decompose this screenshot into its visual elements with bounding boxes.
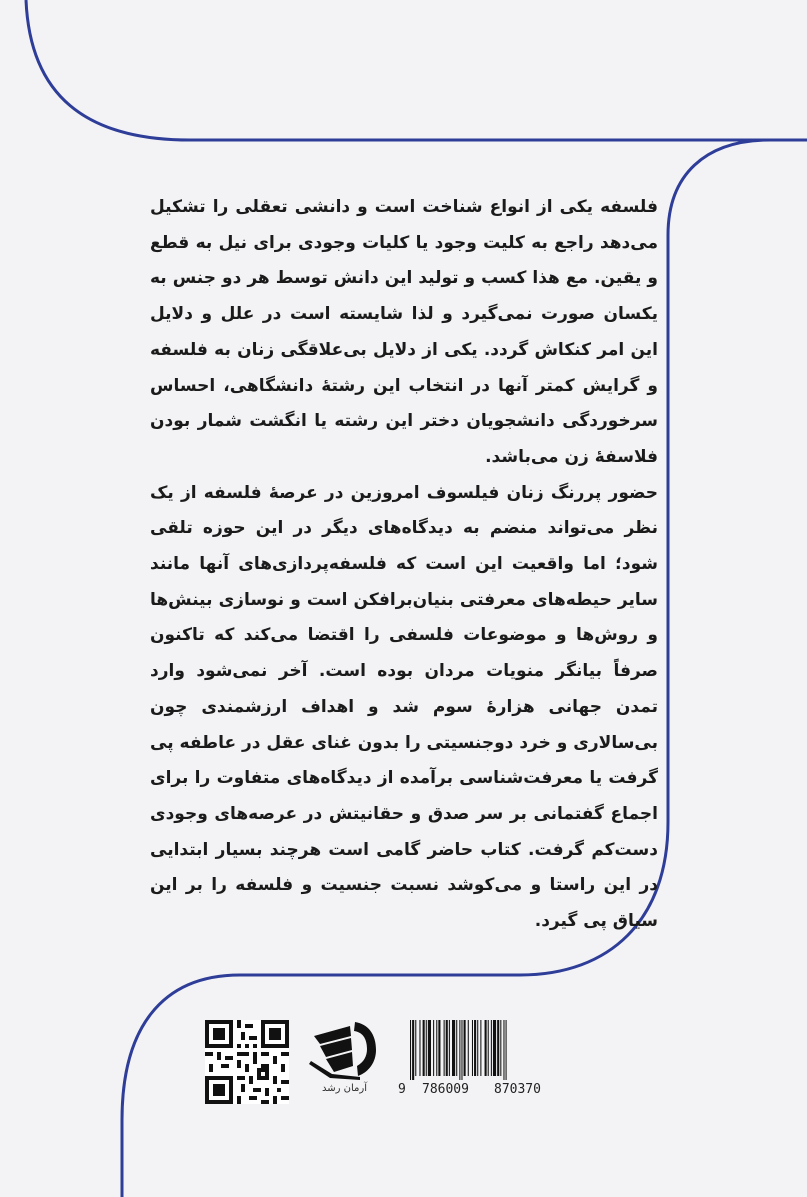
blurb-paragraph-1: فلسفه یکی از انواع شناخت است و دانشی تعقلی را تشکیل می‌دهد راجع به کلیت وجود یا کلیات وجودی برای نیل به قطع و یقین. مع هذا کسب و تولید این دانش توسط هر دو جنس به یکسان صورت نمی‌گیرد و لذا شایسته است در علل و دلایل این امر کنکاش گردد. یکی از دلایل بی‌علاقگی زنان به فلسفه و گرایش کمتر آنها در انتخاب این رشتهٔ دانشگاهی، احساس سرخوردگی دانشجویان دختر این رشته یا انگشت شمار بودن فلاسفهٔ زن می‌باشد. [150, 197, 658, 467]
barcode-bar [468, 1020, 469, 1076]
top-frame-curve [26, 0, 807, 140]
barcode-bar [438, 1020, 440, 1076]
isbn-barcode [396, 1020, 566, 1102]
isbn-group-1: 786009 [422, 1082, 469, 1097]
barcode-bar [452, 1020, 455, 1076]
isbn-group-2: 870370 [494, 1082, 541, 1097]
barcode-bar [497, 1020, 499, 1076]
barcode-bar [433, 1020, 434, 1076]
barcode-bar [485, 1020, 487, 1076]
barcode-bar [426, 1020, 427, 1076]
barcode-bar [419, 1020, 420, 1076]
barcode-bar [428, 1020, 431, 1076]
blurb-paragraph-2: حضور پررنگ زنان فیلسوف امروزین در عرصهٔ فلسفه از یک نظر می‌تواند منضم به دیدگاه‌های دیگر در این حوزه تلقی شود؛ اما واقعیت این است که فلسفه‌پردازی‌های آنها مانند سایر حیطه‌های معرفتی بنیان‌برافکن است و نوسازی بینش‌ها و روش‌ها و موضوعات فلسفی را اقتضا می‌کند که تاکنون صرفاً بیانگر منویات مردان بوده است. آخر نمی‌شود وارد تمدن جهانی هزارهٔ سوم شد و اهداف ارزشمندی چون بی‌سالاری و خرد دوجنسیتی را بدون غنای عقل در عاطفه پی گرفت یا معرفت‌شناسی برآمده از دیدگاه‌های متفاوت را برای اجماع گفتمانی بر سر صدق و حقانیتش در عرصه‌های وجودی دست‌کم گرفت. کتاب حاضر گامی است هرچند بسیار ابتدایی در این راستا و می‌کوشد نسبت جنسیت و فلسفه را بر این سیاق پی گیرد. [150, 482, 658, 932]
barcode-bar [423, 1020, 425, 1076]
barcode-bar [461, 1020, 462, 1080]
barcode-bar [449, 1020, 450, 1076]
isbn-number [396, 1082, 566, 1102]
book-logo-icon [302, 1016, 387, 1082]
barcode-bars [410, 1020, 558, 1080]
barcode-bar [488, 1020, 489, 1076]
barcode-bar [472, 1020, 473, 1076]
barcode-bar [500, 1020, 501, 1076]
barcode-bar [480, 1020, 481, 1076]
barcode-bar [436, 1020, 437, 1076]
barcode-bar [415, 1020, 416, 1076]
barcode-bar [444, 1020, 445, 1076]
isbn-lead-digit: 9 [398, 1082, 406, 1097]
publisher-logo [302, 1016, 387, 1106]
barcode-bar [446, 1020, 448, 1076]
barcode-bar [412, 1020, 414, 1080]
back-cover-blurb [150, 190, 658, 940]
barcode-bar [506, 1020, 507, 1080]
barcode-bar [474, 1020, 476, 1076]
barcode-bar [456, 1020, 457, 1076]
barcode-bar [410, 1020, 411, 1080]
barcode-bar [503, 1020, 504, 1080]
barcode-bar [459, 1020, 460, 1080]
publisher-name: آرمان رشد [322, 1083, 367, 1094]
barcode-bar [491, 1020, 492, 1076]
qr-code [205, 1020, 289, 1104]
barcode-bar [493, 1020, 496, 1076]
barcode-bar [464, 1020, 466, 1076]
barcode-bar [477, 1020, 478, 1076]
